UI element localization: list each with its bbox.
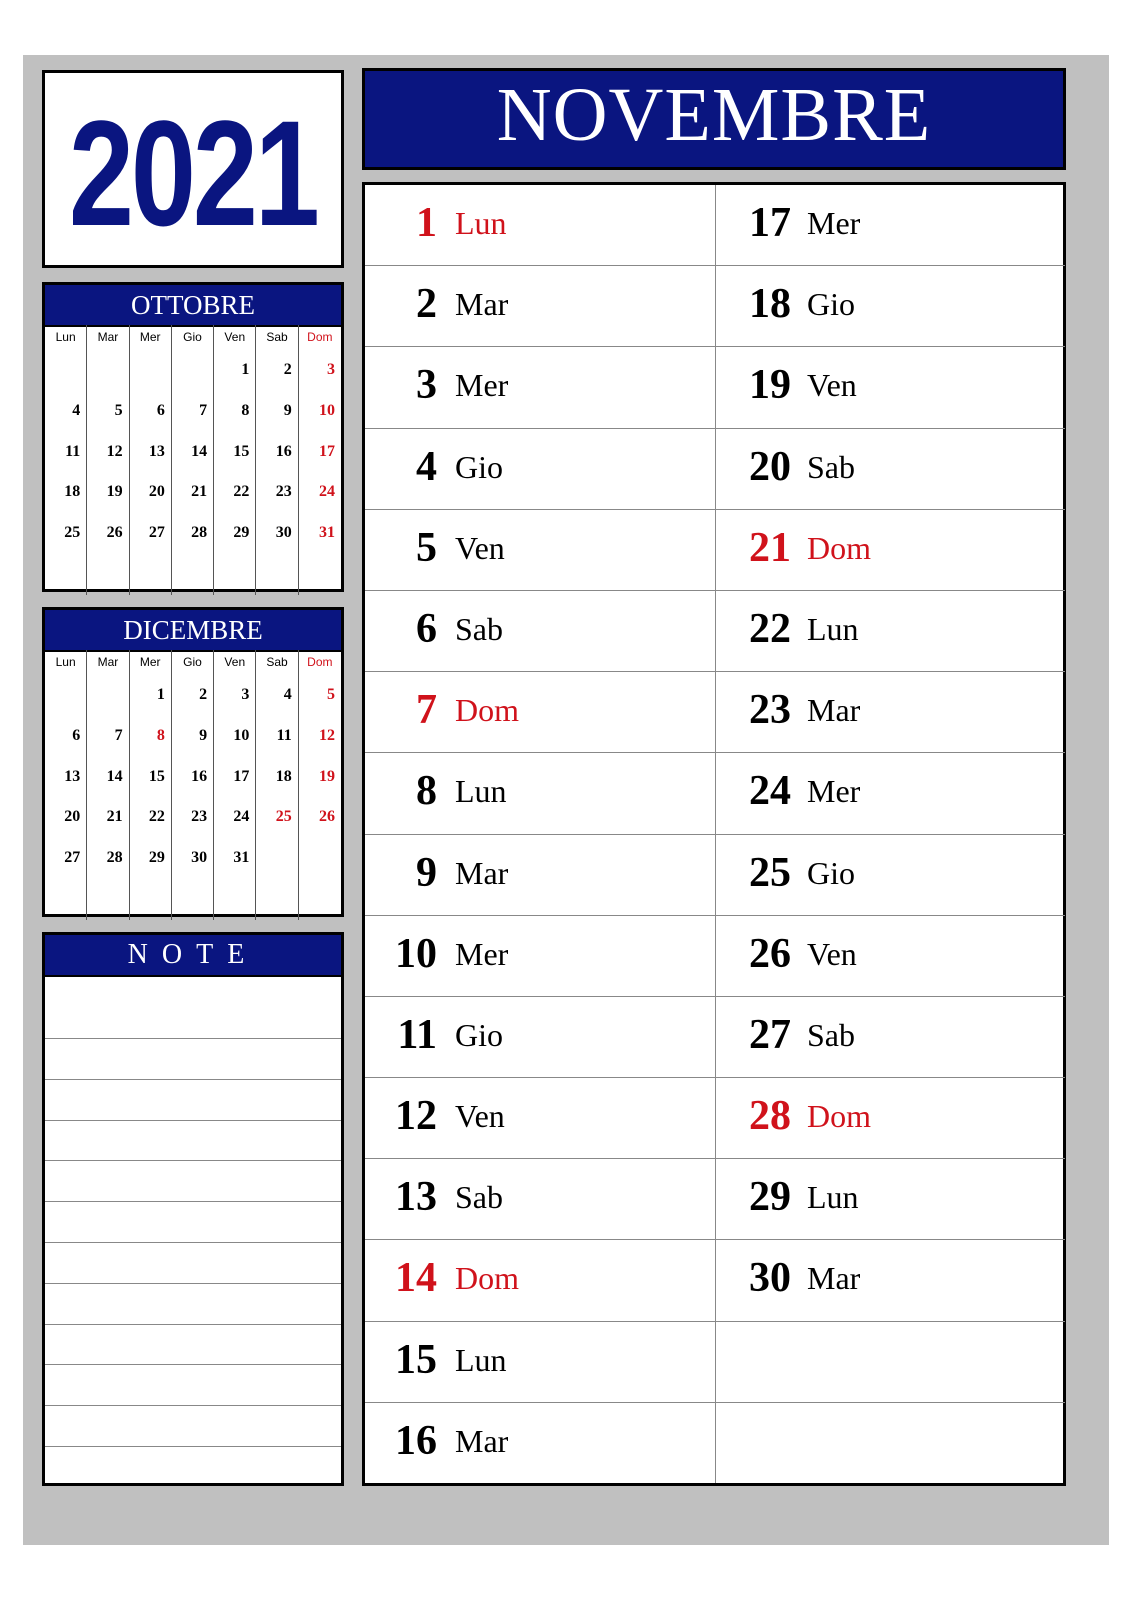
day-row[interactable]	[365, 997, 715, 1078]
month-banner	[362, 68, 1066, 170]
day-number: 26	[749, 930, 791, 977]
mini-calendar-column	[172, 650, 214, 920]
day-row[interactable]	[365, 916, 715, 997]
day-row[interactable]	[365, 185, 715, 266]
mini-day-cell	[256, 554, 297, 595]
day-number: 20	[749, 443, 791, 490]
day-row[interactable]	[365, 1403, 715, 1484]
year-box	[42, 70, 344, 268]
mini-day-cell: 28	[106, 849, 123, 867]
mini-day-cell: 17	[318, 442, 335, 460]
mini-day-cell: 4	[72, 401, 81, 419]
day-weekday: Mer	[455, 935, 509, 972]
day-number: 27	[749, 1011, 791, 1058]
day-number: 14	[395, 1255, 437, 1302]
day-weekday: Sab	[455, 610, 503, 647]
day-row[interactable]	[365, 347, 715, 428]
weekday-header: Sab	[266, 330, 288, 344]
day-row[interactable]	[715, 1322, 1065, 1403]
mini-day-cell: 25	[275, 808, 292, 826]
mini-day-cell: 5	[326, 686, 335, 703]
day-row[interactable]	[715, 997, 1065, 1078]
mini-day-cell: 19	[318, 767, 335, 785]
day-weekday: Dom	[455, 692, 519, 729]
day-weekday: Lun	[455, 1341, 507, 1378]
mini-day-cell: 30	[275, 524, 292, 542]
day-number: 17	[749, 200, 791, 246]
day-number: 29	[749, 1174, 791, 1221]
mini-day-cell	[130, 879, 171, 920]
day-row[interactable]	[365, 753, 715, 834]
mini-calendar-title: DICEMBRE	[45, 610, 341, 652]
mini-day-cell	[172, 554, 213, 595]
mini-day-cell: 2	[199, 686, 208, 703]
mini-day-cell	[214, 554, 255, 595]
day-weekday: Mer	[455, 367, 509, 404]
mini-day-cell: 27	[148, 524, 165, 542]
note-line[interactable]	[45, 1160, 341, 1161]
mini-day-cell	[130, 350, 171, 391]
mini-day-cell	[172, 879, 213, 920]
mini-day-cell: 10	[233, 726, 250, 744]
mini-day-cell: 11	[65, 442, 81, 460]
mini-day-cell	[130, 554, 171, 595]
mini-day-cell: 22	[148, 808, 165, 826]
day-number: 5	[416, 524, 437, 571]
day-weekday: Lun	[455, 773, 507, 810]
day-row[interactable]	[365, 429, 715, 510]
day-row[interactable]	[365, 266, 715, 347]
mini-day-cell: 10	[318, 401, 335, 419]
day-number: 19	[749, 362, 791, 409]
mini-day-cell	[256, 879, 297, 920]
day-weekday: Ven	[807, 367, 857, 404]
mini-day-cell: 1	[156, 686, 165, 703]
year-title: 2021	[69, 89, 317, 257]
mini-day-cell	[87, 675, 128, 716]
day-row[interactable]	[715, 1403, 1065, 1484]
mini-day-cell: 19	[106, 483, 123, 501]
mini-calendar-grid	[45, 325, 341, 589]
weekday-header: Lun	[55, 655, 76, 669]
notes-title: NOTE	[45, 935, 341, 977]
note-line[interactable]	[45, 1242, 341, 1243]
mini-day-cell: 2	[283, 361, 292, 378]
mini-day-cell	[299, 879, 341, 920]
weekday-header: Gio	[183, 655, 202, 669]
day-number: 6	[416, 605, 437, 652]
day-number: 10	[395, 930, 437, 977]
mini-calendar-column	[130, 650, 172, 920]
weekday-header: Lun	[55, 330, 76, 344]
weekday-header: Sab	[266, 655, 288, 669]
mini-day-cell: 29	[233, 524, 250, 542]
day-weekday: Mer	[807, 205, 861, 241]
day-number: 22	[749, 605, 791, 652]
mini-day-cell: 5	[114, 401, 123, 419]
day-row[interactable]	[715, 185, 1065, 266]
day-number: 4	[416, 443, 437, 490]
note-line[interactable]	[45, 1405, 341, 1406]
mini-day-cell: 25	[64, 524, 81, 542]
day-number: 25	[749, 849, 791, 896]
day-weekday: Mar	[807, 692, 861, 729]
day-row[interactable]	[715, 266, 1065, 347]
day-row[interactable]	[715, 510, 1065, 591]
day-number: 7	[416, 687, 437, 734]
day-number: 30	[749, 1255, 791, 1302]
day-weekday: Ven	[807, 935, 857, 972]
mini-day-cell: 11	[276, 726, 292, 744]
mini-day-cell: 8	[156, 726, 165, 744]
mini-day-cell	[45, 675, 86, 716]
day-weekday: Ven	[455, 1098, 505, 1135]
mini-calendar-column	[299, 650, 341, 920]
day-number: 16	[395, 1417, 437, 1464]
day-number: 2	[416, 281, 437, 328]
day-weekday: Gio	[807, 286, 855, 323]
day-row[interactable]	[715, 835, 1065, 916]
day-weekday: Mer	[807, 773, 861, 810]
mini-day-cell	[87, 350, 128, 391]
note-line[interactable]	[45, 1283, 341, 1284]
mini-day-cell: 23	[191, 808, 208, 826]
day-row[interactable]	[365, 510, 715, 591]
mini-day-cell: 27	[64, 849, 81, 867]
mini-calendar-december	[42, 607, 344, 917]
day-column-right	[715, 185, 1065, 1483]
day-weekday: Lun	[455, 205, 507, 241]
day-number: 1	[416, 200, 437, 246]
weekday-header: Mer	[139, 655, 161, 669]
day-number: 8	[416, 768, 437, 815]
mini-day-cell: 15	[233, 442, 250, 460]
note-line[interactable]	[45, 1038, 341, 1039]
day-weekday: Dom	[807, 529, 871, 566]
mini-calendar-column	[214, 650, 256, 920]
day-number: 12	[395, 1093, 437, 1140]
day-number: 9	[416, 849, 437, 896]
mini-calendar-column	[172, 325, 214, 595]
day-number: 21	[749, 524, 791, 571]
mini-calendar-grid	[45, 650, 341, 914]
mini-day-cell	[256, 838, 297, 879]
mini-day-cell: 29	[148, 849, 165, 867]
mini-day-cell: 7	[114, 726, 123, 744]
mini-day-cell: 3	[241, 686, 250, 703]
mini-day-cell: 14	[106, 767, 123, 785]
day-weekday: Lun	[807, 1179, 859, 1216]
day-weekday: Mar	[455, 854, 509, 891]
mini-day-cell: 26	[318, 808, 335, 826]
day-weekday: Mar	[455, 286, 509, 323]
day-list	[362, 182, 1066, 1486]
note-line[interactable]	[45, 1079, 341, 1080]
day-column-left	[365, 185, 716, 1483]
day-number: 11	[397, 1011, 437, 1058]
mini-day-cell	[299, 838, 341, 879]
day-row[interactable]	[715, 1240, 1065, 1321]
mini-day-cell	[172, 350, 213, 391]
mini-day-cell: 31	[233, 849, 250, 867]
mini-day-cell: 20	[148, 483, 165, 501]
note-line[interactable]	[45, 1120, 341, 1121]
mini-calendar-column	[45, 650, 87, 920]
day-row[interactable]	[365, 1240, 715, 1321]
mini-day-cell: 9	[283, 401, 292, 419]
weekday-header: Dom	[307, 330, 333, 344]
day-row[interactable]	[365, 1078, 715, 1159]
mini-day-cell	[87, 554, 128, 595]
note-line[interactable]	[45, 1324, 341, 1325]
mini-day-cell: 13	[64, 767, 81, 785]
mini-day-cell: 28	[191, 524, 208, 542]
day-weekday: Gio	[455, 1016, 503, 1053]
mini-day-cell: 21	[106, 808, 123, 826]
mini-calendar-column	[87, 650, 129, 920]
day-number: 3	[416, 362, 437, 409]
mini-day-cell: 22	[233, 483, 250, 501]
mini-calendar-column	[214, 325, 256, 595]
mini-day-cell: 15	[148, 767, 165, 785]
mini-day-cell: 12	[318, 726, 335, 744]
notes-box	[42, 932, 344, 1486]
mini-day-cell: 24	[318, 483, 335, 501]
mini-day-cell: 18	[64, 483, 81, 501]
mini-day-cell: 17	[233, 767, 250, 785]
mini-day-cell	[87, 879, 128, 920]
day-row[interactable]	[365, 591, 715, 672]
mini-day-cell: 6	[156, 401, 165, 419]
mini-day-cell: 13	[148, 442, 165, 460]
mini-day-cell: 14	[191, 442, 208, 460]
day-row[interactable]	[715, 672, 1065, 753]
weekday-header: Mer	[139, 330, 161, 344]
note-line[interactable]	[45, 1201, 341, 1202]
mini-calendar-column	[45, 325, 87, 595]
note-line[interactable]	[45, 1446, 341, 1447]
mini-calendar-column	[87, 325, 129, 595]
day-weekday: Ven	[455, 529, 505, 566]
day-row[interactable]	[715, 753, 1065, 834]
mini-day-cell: 30	[191, 849, 208, 867]
day-row[interactable]	[365, 1322, 715, 1403]
day-row[interactable]	[715, 1078, 1065, 1159]
weekday-header: Dom	[307, 655, 333, 669]
mini-day-cell: 31	[318, 524, 335, 542]
note-line[interactable]	[45, 1364, 341, 1365]
mini-day-cell	[45, 554, 86, 595]
day-weekday: Lun	[807, 610, 859, 647]
month-title: NOVEMBRE	[496, 72, 932, 157]
mini-day-cell	[214, 879, 255, 920]
mini-calendar-column	[256, 325, 298, 595]
mini-calendar-column	[299, 325, 341, 595]
mini-calendar-title: OTTOBRE	[45, 285, 341, 327]
day-row[interactable]	[365, 1159, 715, 1240]
day-number: 15	[395, 1336, 437, 1383]
mini-calendar-column	[130, 325, 172, 595]
mini-day-cell: 4	[283, 686, 292, 703]
mini-day-cell	[299, 554, 341, 595]
day-weekday: Sab	[455, 1179, 503, 1216]
day-weekday: Sab	[807, 1016, 855, 1053]
mini-day-cell: 12	[106, 442, 123, 460]
mini-day-cell: 24	[233, 808, 250, 826]
mini-day-cell: 7	[199, 401, 208, 419]
mini-day-cell: 1	[241, 361, 250, 378]
day-weekday: Gio	[455, 448, 503, 485]
day-row[interactable]	[715, 1159, 1065, 1240]
mini-day-cell: 20	[64, 808, 81, 826]
day-weekday: Dom	[807, 1098, 871, 1135]
day-row[interactable]	[715, 591, 1065, 672]
mini-day-cell: 21	[191, 483, 208, 501]
day-row[interactable]	[715, 916, 1065, 997]
day-weekday: Mar	[807, 1260, 861, 1297]
weekday-header: Ven	[224, 330, 246, 344]
mini-day-cell: 3	[326, 361, 335, 378]
weekday-header: Mar	[97, 330, 119, 344]
day-row[interactable]	[365, 672, 715, 753]
weekday-header: Mar	[97, 655, 119, 669]
mini-day-cell: 18	[275, 767, 292, 785]
mini-day-cell: 16	[275, 442, 292, 460]
mini-day-cell: 9	[199, 726, 208, 744]
mini-calendar-october	[42, 282, 344, 592]
mini-day-cell: 6	[72, 726, 81, 744]
mini-day-cell	[45, 350, 86, 391]
mini-day-cell: 8	[241, 401, 250, 419]
day-weekday: Sab	[807, 448, 855, 485]
mini-calendar-column	[256, 650, 298, 920]
day-number: 13	[395, 1174, 437, 1221]
weekday-header: Gio	[183, 330, 202, 344]
day-row[interactable]	[365, 835, 715, 916]
day-weekday: Mar	[455, 1422, 509, 1459]
mini-day-cell: 26	[106, 524, 123, 542]
day-row[interactable]	[715, 429, 1065, 510]
day-weekday: Dom	[455, 1260, 519, 1297]
day-row[interactable]	[715, 347, 1065, 428]
mini-day-cell: 23	[275, 483, 292, 501]
mini-day-cell: 16	[191, 767, 208, 785]
weekday-header: Ven	[224, 655, 246, 669]
day-number: 28	[749, 1093, 791, 1140]
day-number: 18	[749, 281, 791, 328]
day-weekday: Gio	[807, 854, 855, 891]
day-number: 23	[749, 687, 791, 734]
day-number: 24	[749, 768, 791, 815]
mini-day-cell	[45, 879, 86, 920]
